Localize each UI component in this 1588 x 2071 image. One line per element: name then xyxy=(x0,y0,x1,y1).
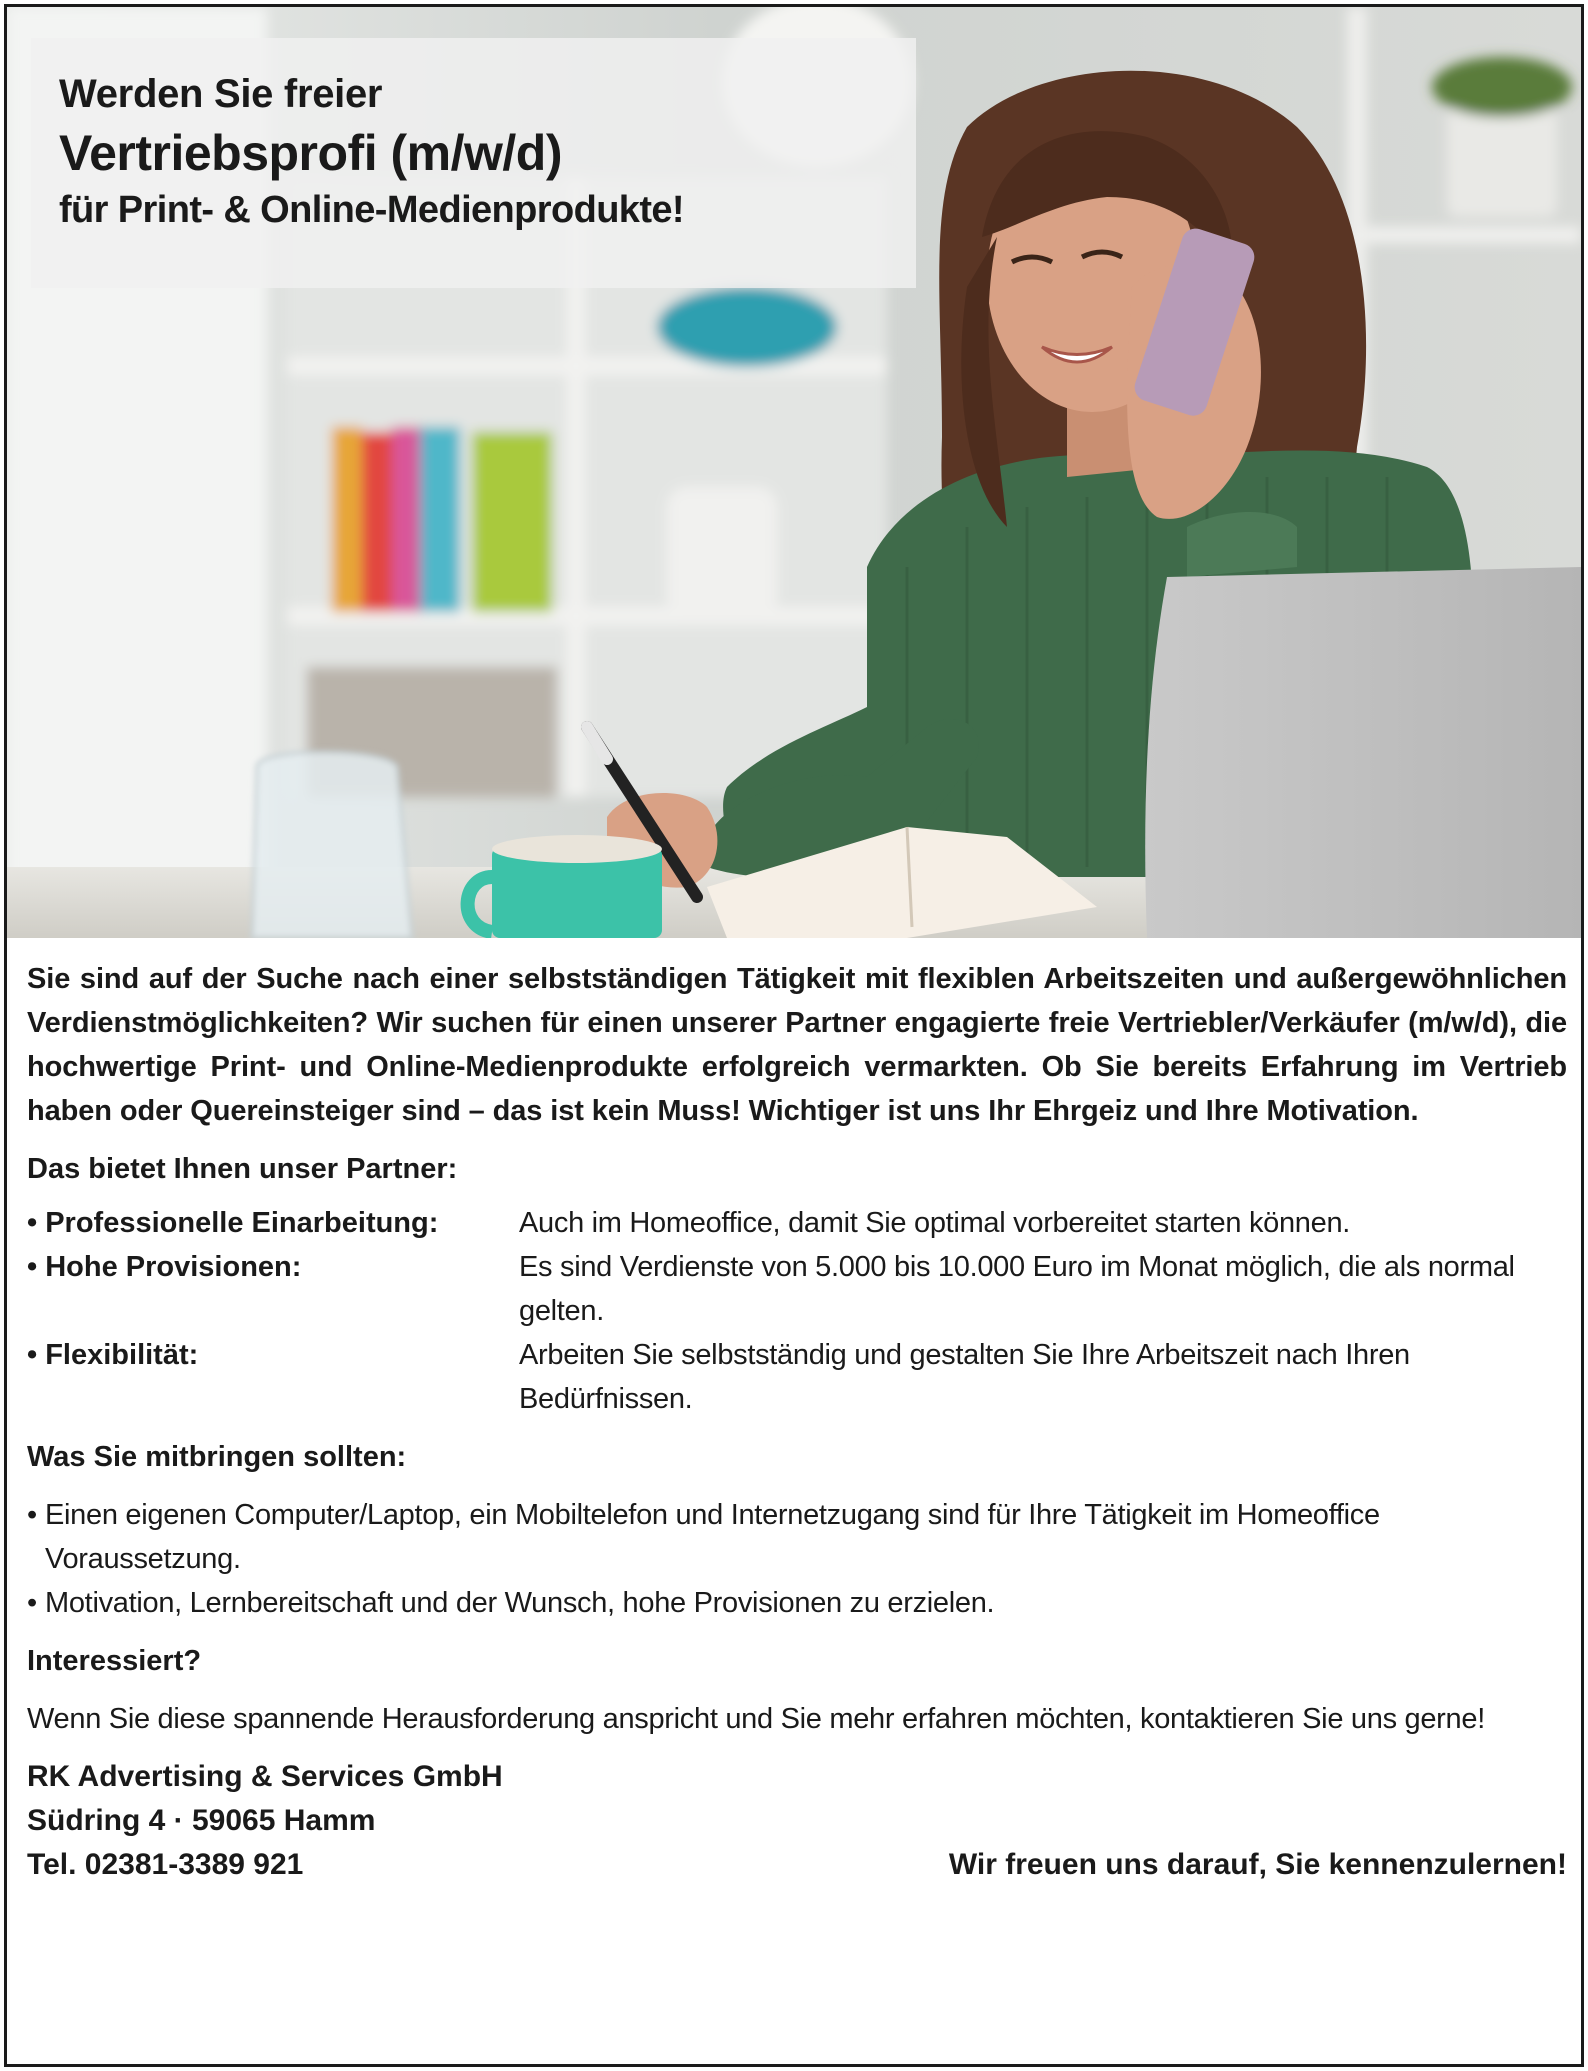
company-phone: Tel. 02381-3389 921 xyxy=(27,1848,304,1881)
benefit-text: Es sind Verdienste von 5.000 bis 10.000 Euro im Monat möglich, die als normal gelten. xyxy=(519,1251,1515,1327)
benefit-label: • Hohe Provisionen: xyxy=(27,1251,302,1283)
benefit-text: Arbeiten Sie selbstständig und gestalten Sie Ihre Arbeitszeit nach Ihren Bedürfnissen. xyxy=(519,1339,1410,1415)
headline-job-title: Vertriebsprofi (m/w/d) xyxy=(59,125,562,181)
requirements-list xyxy=(27,1493,1567,1625)
headline-box xyxy=(31,38,916,288)
benefit-label: • Professionelle Einarbeitung: xyxy=(27,1207,439,1239)
benefit-item xyxy=(27,1333,1567,1421)
ad-body xyxy=(27,957,1567,1887)
requirement-item xyxy=(27,1581,1567,1625)
requirement-text: Motivation, Lernbereitschaft und der Wunsch, hohe Provisionen zu erzielen. xyxy=(45,1587,995,1619)
intro-paragraph: Sie sind auf der Suche nach einer selbstständigen Tätigkeit mit flexiblen Arbeitszeiten und außergewöhnlichen Verdienstmöglichkeiten? Wir suchen für einen unserer Partner engagierte freie Vertriebler/Verkäufer (m/w/d), die hochwertige Print- und Online-Medienprodukte erfolgreich vermarkten. Ob Sie bereits Erfahrung im Vertrieb haben oder Quereinsteiger sind – das ist kein Muss! Wichtiger ist uns Ihr Ehrgeiz und Ihre Motivation. xyxy=(27,963,1567,1127)
benefit-item xyxy=(27,1201,1567,1245)
benefits-title: Das bietet Ihnen unser Partner: xyxy=(27,1153,458,1185)
requirements-title: Was Sie mitbringen sollten: xyxy=(27,1441,407,1473)
benefit-text: Auch im Homeoffice, damit Sie optimal vorbereitet starten können. xyxy=(519,1207,1351,1239)
bullet: • xyxy=(27,1499,37,1531)
headline-line-1: Werden Sie freier xyxy=(59,72,383,116)
contact-title: Interessiert? xyxy=(27,1645,202,1677)
hero-photo xyxy=(7,7,1581,938)
job-advertisement xyxy=(4,4,1584,2067)
headline-line-3: für Print- & Online-Medienprodukte! xyxy=(59,189,684,231)
requirement-text: Einen eigenen Computer/Laptop, ein Mobiltelefon und Internetzugang sind für Ihre Tätigkeit im Homeoffice Voraussetzung. xyxy=(45,1499,1380,1575)
contact-text: Wenn Sie diese spannende Herausforderung anspricht und Sie mehr erfahren möchten, kontaktieren Sie uns gerne! xyxy=(27,1703,1485,1735)
benefit-label: • Flexibilität: xyxy=(27,1339,199,1371)
bullet: • xyxy=(27,1587,37,1619)
requirement-item xyxy=(27,1493,1567,1581)
footer xyxy=(27,1755,1567,1887)
benefit-item xyxy=(27,1245,1567,1333)
company-name: RK Advertising & Services GmbH xyxy=(27,1760,503,1793)
company-address: Südring 4 · 59065 Hamm xyxy=(27,1804,376,1837)
closing-line: Wir freuen uns darauf, Sie kennenzulernen! xyxy=(948,1848,1567,1881)
benefits-list xyxy=(27,1201,1567,1421)
